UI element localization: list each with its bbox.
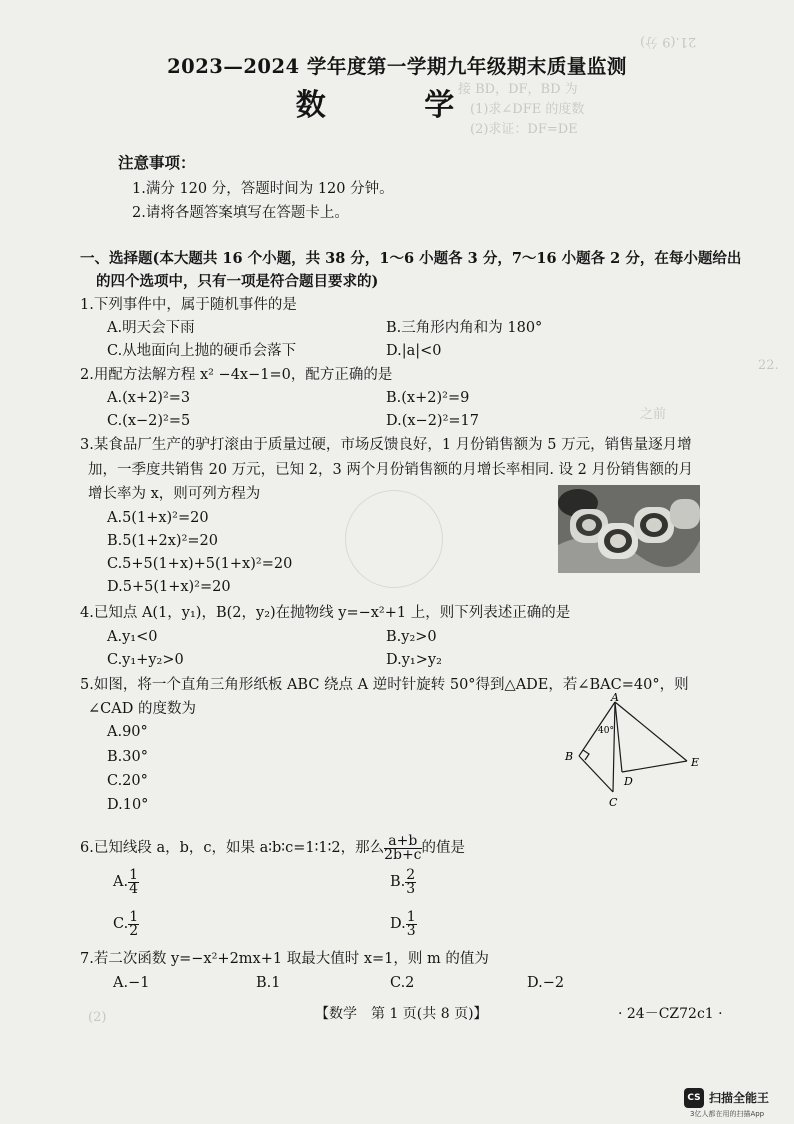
bleed-text: 22. <box>758 358 779 373</box>
option-b: B.1 <box>256 975 281 991</box>
option-b: B.三角形内角和为 180° <box>386 320 543 336</box>
segment-de <box>622 761 687 772</box>
fraction <box>405 866 416 897</box>
fraction-numerator: a+b <box>384 835 421 849</box>
fraction-denominator: 3 <box>406 922 416 939</box>
label-c: C <box>609 796 618 809</box>
page-footer: 【数学 第 1 页(共 8 页)】 <box>315 1006 488 1022</box>
question-stem-text: 6.已知线段 a，b，c，如果 a∶b∶c=1∶1∶2，那么 <box>80 840 385 856</box>
option-b: B.5(1+2x)²=20 <box>107 533 218 549</box>
option-d: D.10° <box>107 797 149 813</box>
option-c: C.从地面向上抛的硬币会落下 <box>107 343 297 359</box>
question-stem: 3.某食品厂生产的驴打滚由于质量过硬，市场反馈良好，1 月份销售额为 5 万元，销售量逐月增 <box>80 437 692 453</box>
segment-ad <box>615 702 622 772</box>
option-label: B. <box>390 874 406 890</box>
bleed-circle <box>345 490 443 588</box>
option-b: B.30° <box>107 749 148 765</box>
angle-label: 40° <box>598 726 614 736</box>
option-label: A. <box>113 874 129 890</box>
option-a: A.90° <box>107 724 148 740</box>
bleed-text: 之前 <box>640 407 667 422</box>
section-heading: 的四个选项中，只有一项是符合题目要求的) <box>96 273 379 290</box>
option-d: D.(x−2)²=17 <box>386 413 479 429</box>
right-angle-mark <box>583 750 589 760</box>
notice-item: 2.请将各题答案填写在答题卡上。 <box>132 205 349 221</box>
question-stem <box>80 830 465 866</box>
fraction-numerator: 1 <box>129 866 139 883</box>
bleed-text: (2)求证：DF=DE <box>470 122 578 137</box>
fraction-numerator: 1 <box>129 908 139 925</box>
option-label: C. <box>113 916 129 932</box>
fraction <box>406 908 417 939</box>
option-label: D. <box>390 916 406 932</box>
fraction-numerator: 2 <box>406 866 416 883</box>
question-stem: 4.已知点 A(1，y₁)，B(2，y₂)在抛物线 y=−x²+1 上，则下列表述正确的是 <box>80 605 571 621</box>
bleed-text: (1)求∠DFE 的度数 <box>470 102 585 117</box>
fraction-denominator: 4 <box>129 880 139 897</box>
option-a: A.y₁<0 <box>107 629 158 645</box>
segment-bc <box>579 756 613 792</box>
notice-heading: 注意事项： <box>118 153 196 172</box>
option-d: D.−2 <box>527 975 565 991</box>
option-a: A.5(1+x)²=20 <box>107 510 209 526</box>
option-a: A.−1 <box>113 975 150 991</box>
fraction-denominator: 3 <box>406 880 416 897</box>
option-c: C.20° <box>107 773 148 789</box>
bleed-text: (2) <box>88 1010 107 1025</box>
fraction-denominator: 2 <box>129 922 139 939</box>
question-stem: 7.若二次函数 y=−x²+2mx+1 取最大值时 x=1，则 m 的值为 <box>80 951 489 967</box>
food-photo-image <box>558 485 700 573</box>
section-heading: 一、选择题(本大题共 16 个小题，共 38 分，1～6 小题各 3 分，7～16 小题各 2 分，在每小题给出 <box>80 250 742 267</box>
question-stem: 1.下列事件中，属于随机事件的是 <box>80 297 297 313</box>
option-c: C.5+5(1+x)+5(1+x)²=20 <box>107 556 293 572</box>
question-stem: 5.如图，将一个直角三角形纸板 ABC 绕点 A 逆时针旋转 50°得到△ADE，若∠BAC=40°，则 <box>80 677 689 693</box>
option-b: B.(x+2)²=9 <box>386 390 470 406</box>
segment-ae <box>615 702 687 761</box>
question-stem: 2.用配方法解方程 x² −4x−1=0，配方正确的是 <box>80 367 393 383</box>
bleed-text: 21.(9 分) <box>640 34 697 49</box>
fraction <box>384 832 422 863</box>
option-d: D.|a|<0 <box>386 343 442 359</box>
option-a: A.(x+2)²=3 <box>107 390 191 406</box>
label-e: E <box>691 756 700 769</box>
option-d <box>390 907 417 941</box>
paper-code: · 24－CZ72c1 · <box>618 1006 723 1022</box>
food-photo <box>558 485 700 573</box>
question-stem-text: 的值是 <box>421 840 466 856</box>
option-c: C.2 <box>390 975 415 991</box>
scanner-logo-icon: CS <box>684 1088 704 1108</box>
label-b: B <box>565 750 574 763</box>
notice-item: 1.满分 120 分，答题时间为 120 分钟。 <box>132 181 394 197</box>
question-stem: ∠CAD 的度数为 <box>88 701 196 717</box>
fraction-numerator: 1 <box>406 908 416 925</box>
option-c <box>113 907 139 941</box>
fraction <box>128 908 139 939</box>
question-stem: 增长率为 x，则可列方程为 <box>88 486 261 502</box>
option-d: D.y₁>y₂ <box>386 652 442 668</box>
scanner-tagline: 3亿人都在用的扫描App <box>690 1110 765 1118</box>
option-c: C.y₁+y₂>0 <box>107 652 184 668</box>
option-a <box>113 865 139 899</box>
fraction <box>128 866 139 897</box>
option-b: B.y₂>0 <box>386 629 437 645</box>
bleed-text: 接 BD，DF，BD 为 <box>458 82 578 97</box>
option-a: A.明天会下雨 <box>107 320 195 336</box>
label-d: D <box>624 775 633 788</box>
scanner-name: 扫描全能王 <box>709 1091 770 1105</box>
segment-ac <box>613 702 615 792</box>
option-d: D.5+5(1+x)²=20 <box>107 579 231 595</box>
triangle-figure <box>555 692 715 812</box>
question-stem: 加，一季度共销售 20 万元，已知 2，3 两个月份销售额的月增长率相同. 设 2 月份销售额的月 <box>88 462 693 478</box>
option-c: C.(x−2)²=5 <box>107 413 191 429</box>
exam-title: 2023—2024 学年度第一学期九年级期末质量监测 <box>167 55 627 78</box>
label-a: A <box>611 692 619 704</box>
subject-title: 数 学 <box>295 88 499 123</box>
fraction-denominator: 2b+c <box>384 846 422 863</box>
option-b <box>390 865 416 899</box>
